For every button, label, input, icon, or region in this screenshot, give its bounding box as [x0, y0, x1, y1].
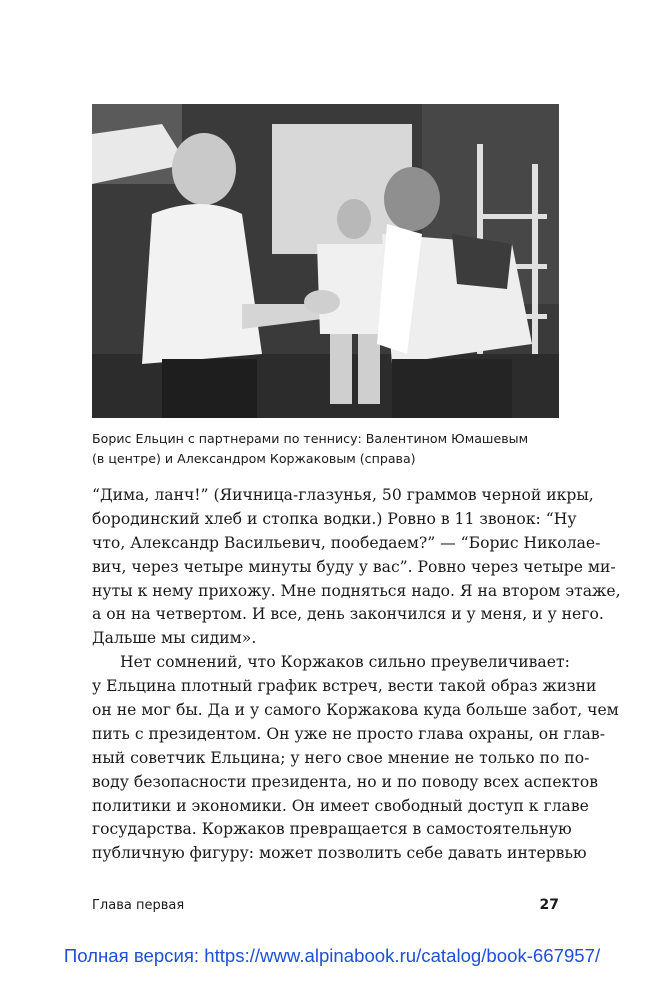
text-line: воду безопасности президента, но и по поводу всех аспектов: [92, 772, 599, 791]
text-line: Нет сомнений, что Коржаков сильно преувеличивает:: [120, 653, 570, 672]
caption-line-2: (в центре) и Александром Коржаковым (справа): [92, 451, 416, 466]
body-text: [92, 484, 621, 866]
text-line: публичную фигуру: может позволить себе давать интервью: [92, 844, 587, 863]
text-line: он не мог бы. Да и у самого Коржакова куда больше забот, чем: [92, 701, 619, 720]
text-line: у Ельцина плотный график встреч, вести такой образ жизни: [92, 677, 597, 696]
chapter-title: Глава первая: [92, 898, 185, 913]
caption-line-1: Борис Ельцин с партнерами по теннису: Валентином Юмашевым: [92, 431, 529, 446]
text-line: ный советчик Ельцина; у него свое мнение не только по по-: [92, 748, 590, 767]
photo-illustration: [92, 104, 559, 418]
page-number: 27: [539, 897, 559, 913]
full-version-link[interactable]: Полная версия: https://www.alpinabook.ru/catalog/book-667957/: [63, 945, 601, 966]
text-line: нуты к нему прихожу. Мне подняться надо. Я на втором этаже,: [92, 581, 621, 600]
text-line: что, Александр Васильевич, пообедаем?” — “Борис Николае-: [92, 533, 601, 552]
text-line: Дальше мы сидим».: [92, 629, 257, 648]
text-line: пить с президентом. Он уже не просто глава охраны, он глав-: [92, 724, 605, 743]
text-line: вич, через четыре минуты буду у вас”. Ровно через четыре ми-: [92, 557, 616, 576]
text-line: “Дима, ланч!” (Яичница-глазунья, 50 граммов черной икры,: [92, 486, 594, 504]
text-line: бородинский хлеб и стопка водки.) Ровно в 11 звонок: “Ну: [92, 509, 577, 528]
text-line: государства. Коржаков превращается в самостоятельную: [92, 820, 572, 839]
text-line: а он на четвертом. И все, день закончился и у меня, и у него.: [92, 605, 604, 624]
photo-caption: [92, 429, 562, 469]
photo: [92, 104, 559, 418]
text-line: политики и экономики. Он имеет свободный доступ к главе: [92, 796, 589, 815]
